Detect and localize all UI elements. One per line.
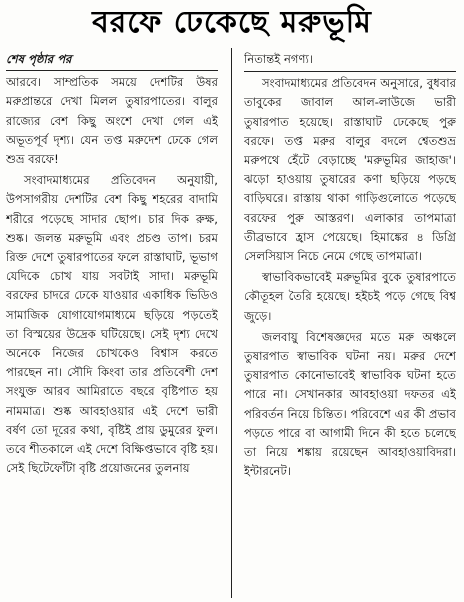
paragraph: স্বাভাবিকভাবেই মরুভূমির বুকে তুষারপাতে কৌতূহল তৈরি হয়েছে। হইচই পড়ে গেছে বিশ্ব জুড়ে। [244,270,456,323]
article-column-left [6,50,218,598]
headline: বরফে ঢেকেছে মরুভূমি [92,5,372,40]
kicker: শেষ পৃষ্ঠার পর [6,52,72,66]
paragraph: জলবায়ু বিশেষজ্ঞদের মতে মরু অঞ্চলে তুষারপাত স্বাভাবিক ঘটনা নয়। মরুর দেশে তুষারপাত কোনোভাবেই স্বাভাবিক ঘটনা হতে পারে না। সেখানকার আবহাওয়া দফতর এই পরিবর্তন নিয়ে চিন্তিত। পরিবেশে এর কী প্রভাব পড়তে পারে বা আগামী দিনে কী হতে চলেছে তা নিয়ে শঙ্কায় রয়েছেন আবহাওয়াবিদরা। ইন্টারনেট। [244,329,456,479]
paragraph: আরবে। সাম্প্রতিক সময়ে দেশটির উষর মরুপ্রান্তরে দেখা মিলল তুষারপাতের। বালুর রাজ্যের বেশ কিছু অংশে দেখা গেল এই অভূতপূর্ব দৃশ্য। যেন তপ্ত মরুদেশ ঢেকে গেল শুভ্র বরফে! [6,75,218,167]
paragraph: সংবাদমাধ্যমের প্রতিবেদন অনুযায়ী, উপসাগরীয় দেশটির বেশ কিছু শহরের বাদামি শরীরে পড়েছে সাদার ছোপ। চার দিক রুক্ষ, শুষ্ক। জলন্ত মরুভূমি এবং প্রচণ্ড তাপ। চরম রিক্ত দেশে তুষারপাতের ফলে রাস্তাঘাট, ভূভাগ যেদিকে চোখ যায় সবটাই সাদা। মরুভূমি বরফের চাদরে ঢেকে যাওয়ার একাধিক ভিডিও সামাজিক যোগাযোগমাধ্যমে ছড়িয়ে পড়তেই তা বিস্ময়ের উদ্রেক ঘটিয়েছে। সেই দৃশ্য দেখে অনেকে নিজের চোখকেও বিশ্বাস করতে পারছেন না। সৌদি কিংবা তার প্রতিবেশী দেশ সংযুক্ত আরব আমিরাতে বছরে বৃষ্টিপাত হয় নামমাত্র। শুষ্ক আবহাওয়ার এই দেশে ভারী বর্ষণ তো দূরের কথা, বৃষ্টিই প্রায় ডুমুরের ফুল। তবে শীতকালে এই দেশে বিক্ষিপ্তভাবে বৃষ্টি হয়। সেই ছিটেফোঁটা বৃষ্টি প্রয়োজনের তুলনায় [6,173,218,476]
kicker-row [6,50,218,71]
article-column-right [244,50,456,598]
paragraph: সংবাদমাধ্যমের প্রতিবেদন অনুসারে, বুধবার তাবুকের জাবাল আল-লাউজে ভারী তুষারপাত হয়েছে। রাস্তাঘাট ঢেকেছে পুরু বরফে। তপ্ত মরুর বালুর বদলে শ্বেতশুভ্র মরুপথে হেঁটে বেড়াচ্ছে 'মরুভূমির জাহাজ'। ঝড়ো হাওয়ায় তুষারের কণা ছড়িয়ে পড়ছে বাড়িঘরে। রাস্তায় থাকা গাড়িগুলোতে পড়েছে বরফের পুরু আস্তরণ। এলাকার তাপমাত্রা তীব্রভাবে হ্রাস পেয়েছে। হিমাঙ্কের ৪ ডিগ্রি সেলসিয়াস নিচে নেমে গেছে তাপমাত্রা। [244,76,456,264]
continuation-line: নিতান্তই নগণ্য। [244,50,456,72]
column-divider [231,48,232,598]
